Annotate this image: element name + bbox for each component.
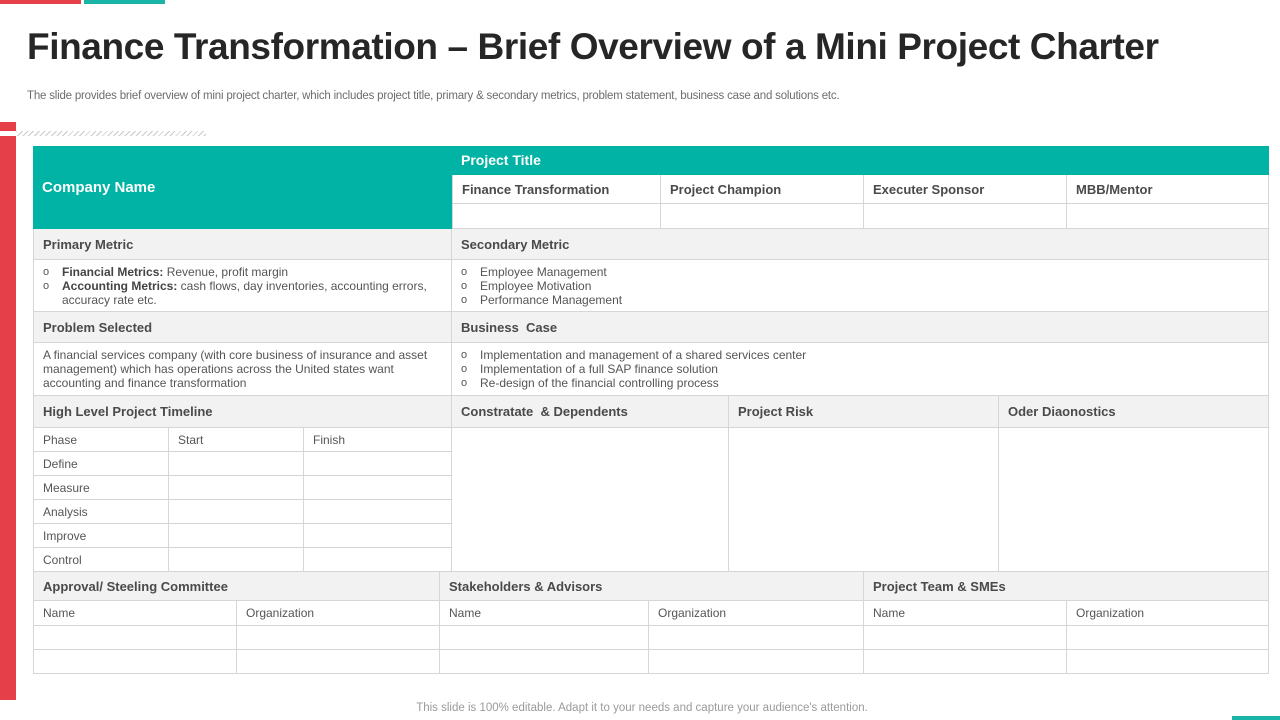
secondary-metric-header: Secondary Metric xyxy=(452,229,1269,260)
diagnostics-body[interactable] xyxy=(999,428,1269,572)
hatch-divider xyxy=(16,131,206,136)
list-item: o Employee Motivation xyxy=(461,279,1268,293)
problem-selected-header: Problem Selected xyxy=(33,312,452,343)
list-item: o Re-design of the financial controlling process xyxy=(461,376,1268,390)
secondary-metric-body xyxy=(452,260,1269,312)
committee-name-col: Name xyxy=(33,601,237,626)
committee-name-cell[interactable] xyxy=(33,650,237,674)
page-subtitle: The slide provides brief overview of mini project charter, which includes project title, primary & secondary metrics, problem statement, business case and solutions etc. xyxy=(27,90,840,102)
project-col-mentor: MBB/Mentor xyxy=(1067,175,1269,204)
project-col-champion: Project Champion xyxy=(661,175,864,204)
project-value-cell[interactable] xyxy=(1067,204,1269,229)
bottom-right-teal-accent xyxy=(1232,716,1280,720)
committee-name-cell[interactable] xyxy=(33,626,237,650)
list-item: o Accounting Metrics: cash flows, day inventories, accounting errors, accuracy rate etc. xyxy=(43,279,451,307)
timeline-phase-measure: Measure xyxy=(33,476,169,500)
project-risk-body[interactable] xyxy=(729,428,999,572)
timeline-phase-analysis: Analysis xyxy=(33,500,169,524)
primary-metric-body xyxy=(33,260,452,312)
timeline-finish-cell[interactable] xyxy=(304,500,452,524)
list-item: o Financial Metrics: Revenue, profit margin xyxy=(43,265,451,279)
stakeholders-org-cell[interactable] xyxy=(649,650,864,674)
company-name-cell: Company Name xyxy=(33,146,452,229)
problem-statement: A financial services company (with core business of insurance and asset management) which has operations across the United states want accounting and finance transformation xyxy=(33,343,452,396)
timeline-col-phase: Phase xyxy=(33,428,169,452)
timeline-start-cell[interactable] xyxy=(169,548,304,572)
timeline-col-start: Start xyxy=(169,428,304,452)
page-title: Finance Transformation – Brief Overview of a Mini Project Charter xyxy=(27,26,1159,67)
team-org-col: Organization xyxy=(1067,601,1269,626)
stakeholders-header: Stakeholders & Advisors xyxy=(440,572,864,601)
team-name-cell[interactable] xyxy=(864,626,1067,650)
timeline-finish-cell[interactable] xyxy=(304,476,452,500)
top-teal-accent xyxy=(84,0,165,4)
team-name-col: Name xyxy=(864,601,1067,626)
list-item: o Employee Management xyxy=(461,265,1268,279)
committee-org-cell[interactable] xyxy=(237,626,440,650)
committee-org-cell[interactable] xyxy=(237,650,440,674)
project-timeline-header: High Level Project Timeline xyxy=(33,396,452,428)
timeline-finish-cell[interactable] xyxy=(304,452,452,476)
left-bar-notch xyxy=(0,131,16,136)
timeline-start-cell[interactable] xyxy=(169,452,304,476)
project-team-header: Project Team & SMEs xyxy=(864,572,1269,601)
business-case-body xyxy=(452,343,1269,396)
list-item: o Implementation and management of a shared services center xyxy=(461,348,1268,362)
project-risk-header: Project Risk xyxy=(729,396,999,428)
constraints-header: Constratate & Dependents xyxy=(452,396,729,428)
list-item: o Implementation of a full SAP finance solution xyxy=(461,362,1268,376)
primary-metric-header: Primary Metric xyxy=(33,229,452,260)
team-org-cell[interactable] xyxy=(1067,650,1269,674)
list-item: o Performance Management xyxy=(461,293,1268,307)
business-case-header: Business Case xyxy=(452,312,1269,343)
timeline-start-cell[interactable] xyxy=(169,476,304,500)
project-col-executer-sponsor: Executer Sponsor xyxy=(864,175,1067,204)
stakeholders-name-col: Name xyxy=(440,601,649,626)
footer-note: This slide is 100% editable. Adapt it to your needs and capture your audience's attention. xyxy=(416,702,868,714)
diagnostics-header: Oder Diaonostics xyxy=(999,396,1269,428)
stakeholders-name-cell[interactable] xyxy=(440,650,649,674)
constraints-body[interactable] xyxy=(452,428,729,572)
timeline-start-cell[interactable] xyxy=(169,500,304,524)
timeline-col-finish: Finish xyxy=(304,428,452,452)
project-value-cell[interactable] xyxy=(661,204,864,229)
timeline-finish-cell[interactable] xyxy=(304,548,452,572)
team-org-cell[interactable] xyxy=(1067,626,1269,650)
project-value-cell[interactable] xyxy=(864,204,1067,229)
stakeholders-org-col: Organization xyxy=(649,601,864,626)
timeline-finish-cell[interactable] xyxy=(304,524,452,548)
timeline-phase-improve: Improve xyxy=(33,524,169,548)
stakeholders-org-cell[interactable] xyxy=(649,626,864,650)
timeline-phase-control: Control xyxy=(33,548,169,572)
team-name-cell[interactable] xyxy=(864,650,1067,674)
project-title-cell: Project Title xyxy=(452,146,1269,175)
left-red-bar xyxy=(0,122,16,700)
timeline-phase-define: Define xyxy=(33,452,169,476)
committee-org-col: Organization xyxy=(237,601,440,626)
project-col-finance-transformation: Finance Transformation xyxy=(452,175,661,204)
approval-committee-header: Approval/ Steeling Committee xyxy=(33,572,440,601)
top-red-accent xyxy=(0,0,81,4)
timeline-start-cell[interactable] xyxy=(169,524,304,548)
project-value-cell[interactable] xyxy=(452,204,661,229)
stakeholders-name-cell[interactable] xyxy=(440,626,649,650)
